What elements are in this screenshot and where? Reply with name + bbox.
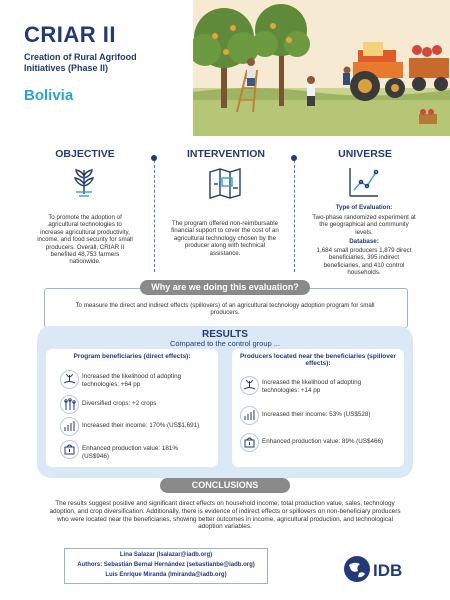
authors-box <box>64 548 268 584</box>
divider-dot <box>151 155 157 161</box>
page-title: CRIAR II <box>24 22 116 47</box>
author-line: Luis Enrique Miranda (lmiranda@iadb.org) <box>105 572 227 578</box>
intervention-text: The program offered non-reimbursable financial support to cover the cost of an agricultural technology chosen by the producer along with technical assistance. <box>171 220 279 257</box>
production-value-icon <box>240 433 259 452</box>
production-value-icon <box>60 440 79 459</box>
crops-icon <box>60 395 79 414</box>
evaluation-type-label: Type of Evaluation: <box>335 204 393 211</box>
income-chart-icon <box>240 406 259 425</box>
conclusions-heading-wrap <box>0 478 450 493</box>
direct-result-item: Increased the likelihood of adopting technologies: +64 pp <box>82 373 182 388</box>
why-text: To measure the direct and indirect effects (spillovers) of an agricultural technology adoption program for small producers. <box>75 302 375 317</box>
database-text: 1,684 small producers 1,879 direct beneficiaries, 395 indirect beneficiaries, and 410 control households. <box>316 247 412 277</box>
map-blueprint-icon <box>206 164 244 202</box>
spillover-result-item: Increased the likelihood of adopting technologies: +14 pp <box>262 379 362 394</box>
spillover-result-item: Enhanced production value: 89% (US$466) <box>262 438 384 445</box>
hands-plant-icon <box>240 376 259 395</box>
objective-heading: OBJECTIVE <box>55 148 115 160</box>
why-heading: Why are we doing this evaluation? <box>140 280 310 295</box>
conclusions-heading: CONCLUSIONS <box>160 478 290 493</box>
farm-illustration <box>193 0 450 136</box>
objective-text: To promote the adoption of agricultural technologies to increase agricultural productivity, income, and food security for small producers. Overall, CRIAR II benefited 48,753 farmers nationwide. <box>37 214 133 266</box>
line-chart-icon <box>346 164 382 200</box>
results-heading: RESULTS <box>202 329 248 340</box>
intervention-heading: INTERVENTION <box>187 148 265 160</box>
direct-result-item: Diversified crops: +2 crops <box>82 400 157 407</box>
spillover-result-item: Increased their income: 53% (US$528) <box>262 411 371 418</box>
income-chart-icon <box>60 417 79 436</box>
column-divider <box>294 160 295 272</box>
idb-logo-icon <box>343 555 371 583</box>
plant-sprout-icon <box>66 164 102 200</box>
author-line: Lina Salazar (lsalazar@iadb.org) <box>119 552 213 558</box>
divider-dot <box>291 155 297 161</box>
conclusions-text: The results suggest positive and significant direct effects on household income, total production value, sales, technology adoption, and crop diversification. Additionally, there is evidence of indirect effects or spillovers on non-beneficiary producers who were located near the beneficiaries, showing better outcomes in income, agricultural production, and technological adoption variables. <box>49 500 401 531</box>
hands-plant-icon <box>60 370 79 389</box>
idb-logo-text: IDB <box>373 561 403 580</box>
direct-result-item: Enhanced production value: 181% (US$946) <box>82 445 178 460</box>
direct-result-item: Increased their income: 170% (US$1,691) <box>82 422 200 429</box>
direct-effects-heading: Program beneficiaries (direct effects): <box>73 353 191 360</box>
country-label: Bolivia <box>24 87 74 104</box>
results-subheading: Compared to the control group ... <box>169 339 281 348</box>
evaluation-type-text: Two-phase randomized experiment at the geographical and community levels. <box>312 214 416 236</box>
program-subtitle: Creation of Rural Agrifood Initiatives (Phase II) <box>24 52 137 73</box>
author-line: Authors: Sebastián Bernal Hernández (sebastianbe@iadb.org) <box>77 562 255 568</box>
universe-heading: UNIVERSE <box>338 148 392 160</box>
spillover-effects-heading: Producers located near the beneficiaries (spillover effects): <box>239 353 397 367</box>
column-divider <box>154 160 155 272</box>
database-label: Database: <box>349 238 379 245</box>
